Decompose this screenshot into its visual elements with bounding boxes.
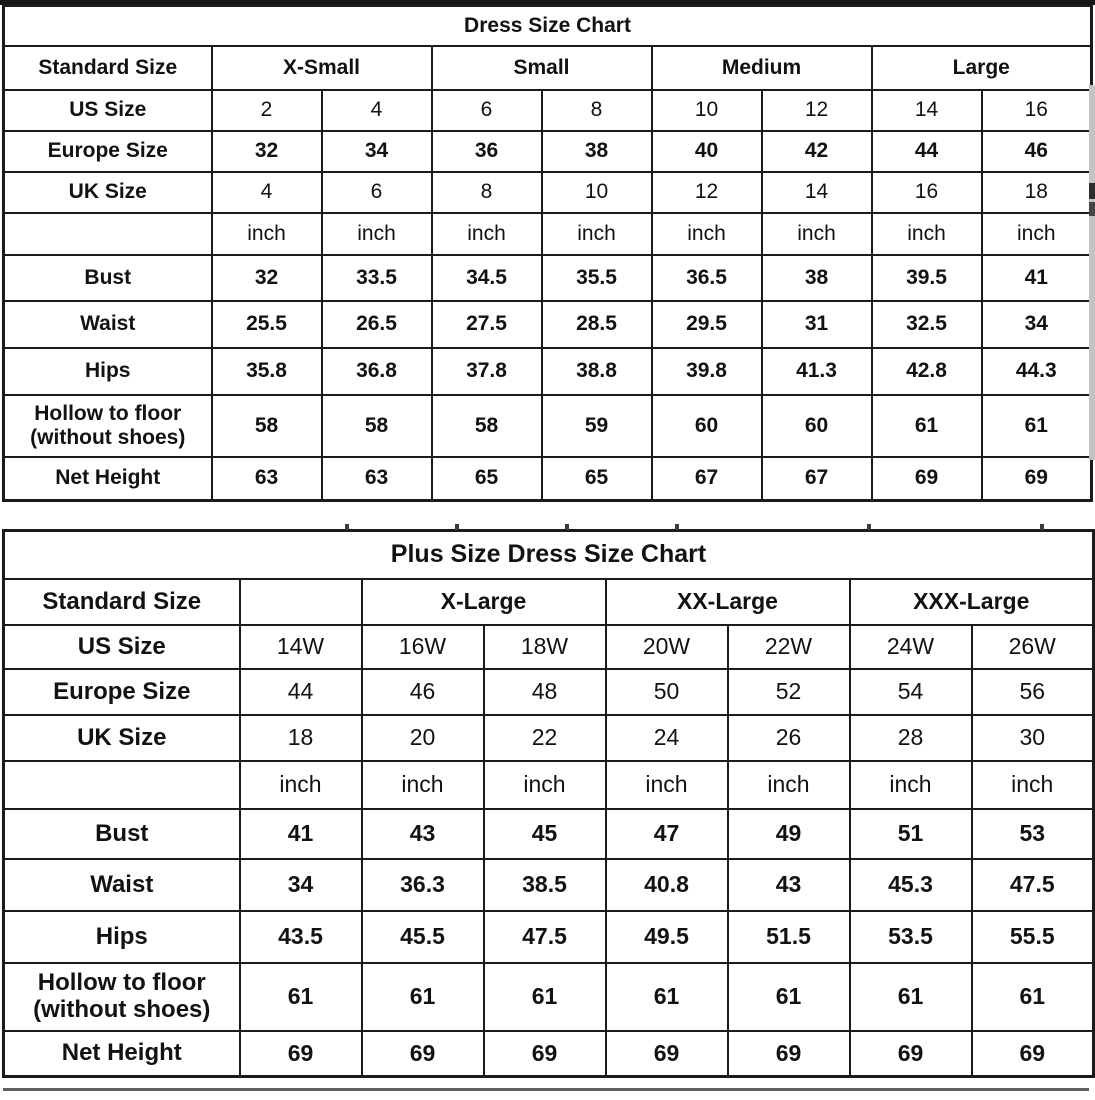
unit-cell: inch bbox=[484, 761, 606, 809]
size-value-cell: 4 bbox=[322, 90, 432, 131]
size-value-cell: 69 bbox=[484, 1031, 606, 1077]
size-value-cell: 20W bbox=[606, 625, 728, 669]
size-value-cell: 32 bbox=[212, 131, 322, 172]
size-value-cell: 53 bbox=[972, 809, 1094, 859]
size-value-cell: 69 bbox=[972, 1031, 1094, 1077]
size-value-cell: 41 bbox=[240, 809, 362, 859]
size-value-cell: 38.5 bbox=[484, 859, 606, 911]
size-value-cell: 38 bbox=[542, 131, 652, 172]
size-value-cell: 27.5 bbox=[432, 301, 542, 348]
size-group-header: Medium bbox=[652, 46, 872, 90]
size-value-cell: 33.5 bbox=[322, 255, 432, 301]
size-value-cell: 18W bbox=[484, 625, 606, 669]
size-value-cell: 61 bbox=[362, 963, 484, 1031]
size-value-cell: 60 bbox=[762, 395, 872, 457]
size-group-header: Large bbox=[872, 46, 1092, 90]
unit-cell: inch bbox=[762, 213, 872, 255]
column-line-remnant bbox=[675, 524, 679, 530]
size-value-cell: 10 bbox=[542, 172, 652, 213]
size-value-cell: 24 bbox=[606, 715, 728, 761]
size-value-cell: 16W bbox=[362, 625, 484, 669]
row-label: Standard Size bbox=[4, 579, 240, 625]
size-value-cell: 49.5 bbox=[606, 911, 728, 963]
row-label: Standard Size bbox=[4, 46, 212, 90]
size-value-cell: 46 bbox=[982, 131, 1092, 172]
size-value-cell: 22 bbox=[484, 715, 606, 761]
size-value-cell: 18 bbox=[982, 172, 1092, 213]
size-value-cell: 6 bbox=[432, 90, 542, 131]
size-value-cell: 38.8 bbox=[542, 348, 652, 395]
size-value-cell: 69 bbox=[606, 1031, 728, 1077]
size-value-cell: 28.5 bbox=[542, 301, 652, 348]
row-label: Europe Size bbox=[4, 669, 240, 715]
size-value-cell: 36.8 bbox=[322, 348, 432, 395]
size-group-header: XX-Large bbox=[606, 579, 850, 625]
size-value-cell: 36 bbox=[432, 131, 542, 172]
size-value-cell: 40.8 bbox=[606, 859, 728, 911]
size-value-cell: 16 bbox=[872, 172, 982, 213]
row-label-line: Hollow to floor bbox=[34, 401, 182, 425]
row-label: Waist bbox=[4, 301, 212, 348]
unit-cell: inch bbox=[322, 213, 432, 255]
row-label-line: (without shoes) bbox=[30, 425, 186, 449]
unit-cell: inch bbox=[652, 213, 762, 255]
column-line-remnant bbox=[867, 524, 871, 530]
size-value-cell: 61 bbox=[728, 963, 850, 1031]
size-value-cell: 47.5 bbox=[484, 911, 606, 963]
size-value-cell: 61 bbox=[982, 395, 1092, 457]
row-label-line: (without shoes) bbox=[33, 995, 211, 1023]
size-value-cell: 61 bbox=[484, 963, 606, 1031]
size-value-cell: 14 bbox=[872, 90, 982, 131]
column-line-remnant bbox=[345, 524, 349, 530]
size-value-cell: 44.3 bbox=[982, 348, 1092, 395]
size-value-cell: 39.8 bbox=[652, 348, 762, 395]
size-value-cell: 58 bbox=[322, 395, 432, 457]
size-value-cell: 48 bbox=[484, 669, 606, 715]
size-value-cell: 65 bbox=[542, 457, 652, 501]
unit-cell: inch bbox=[982, 213, 1092, 255]
size-value-cell: 52 bbox=[728, 669, 850, 715]
size-value-cell: 54 bbox=[850, 669, 972, 715]
size-value-cell: 34 bbox=[240, 859, 362, 911]
size-value-cell: 14W bbox=[240, 625, 362, 669]
size-value-cell: 16 bbox=[982, 90, 1092, 131]
row-label: US Size bbox=[4, 90, 212, 131]
row-label: Europe Size bbox=[4, 131, 212, 172]
size-value-cell: 67 bbox=[652, 457, 762, 501]
unit-cell: inch bbox=[432, 213, 542, 255]
unit-cell: inch bbox=[850, 761, 972, 809]
size-value-cell: 31 bbox=[762, 301, 872, 348]
size-value-cell: 30 bbox=[972, 715, 1094, 761]
size-value-cell: 29.5 bbox=[652, 301, 762, 348]
plus-size-dress-size-chart-table bbox=[2, 529, 1095, 1078]
size-value-cell: 4 bbox=[212, 172, 322, 213]
size-value-cell: 47 bbox=[606, 809, 728, 859]
row-label: Waist bbox=[4, 859, 240, 911]
unit-cell: inch bbox=[728, 761, 850, 809]
size-value-cell: 10 bbox=[652, 90, 762, 131]
size-value-cell: 63 bbox=[212, 457, 322, 501]
size-value-cell: 56 bbox=[972, 669, 1094, 715]
size-value-cell: 32.5 bbox=[872, 301, 982, 348]
size-value-cell: 69 bbox=[728, 1031, 850, 1077]
table-title: Dress Size Chart bbox=[4, 6, 1092, 46]
size-value-cell: 20 bbox=[362, 715, 484, 761]
row-label: Bust bbox=[4, 809, 240, 859]
unit-cell: inch bbox=[872, 213, 982, 255]
row-label: US Size bbox=[4, 625, 240, 669]
size-value-cell: 49 bbox=[728, 809, 850, 859]
size-value-cell: 69 bbox=[362, 1031, 484, 1077]
row-label: Hips bbox=[4, 911, 240, 963]
size-value-cell: 43.5 bbox=[240, 911, 362, 963]
size-value-cell: 45.3 bbox=[850, 859, 972, 911]
unit-cell: inch bbox=[972, 761, 1094, 809]
size-value-cell: 42.8 bbox=[872, 348, 982, 395]
size-value-cell: 39.5 bbox=[872, 255, 982, 301]
size-value-cell: 8 bbox=[432, 172, 542, 213]
size-value-cell: 36.5 bbox=[652, 255, 762, 301]
size-value-cell: 26.5 bbox=[322, 301, 432, 348]
size-value-cell: 14 bbox=[762, 172, 872, 213]
size-value-cell: 67 bbox=[762, 457, 872, 501]
unit-cell: inch bbox=[606, 761, 728, 809]
unit-cell: inch bbox=[362, 761, 484, 809]
size-value-cell: 44 bbox=[240, 669, 362, 715]
row-label: Net Height bbox=[4, 457, 212, 501]
size-value-cell: 40 bbox=[652, 131, 762, 172]
unit-cell: inch bbox=[212, 213, 322, 255]
size-value-cell: 12 bbox=[652, 172, 762, 213]
size-value-cell: 34 bbox=[982, 301, 1092, 348]
size-value-cell: 61 bbox=[240, 963, 362, 1031]
size-value-cell: 41.3 bbox=[762, 348, 872, 395]
size-value-cell: 51.5 bbox=[728, 911, 850, 963]
right-edge-mark-top bbox=[1089, 183, 1095, 199]
size-value-cell: 58 bbox=[432, 395, 542, 457]
row-label: Net Height bbox=[4, 1031, 240, 1077]
row-label-line: Hollow to floor bbox=[37, 968, 206, 996]
size-value-cell: 61 bbox=[872, 395, 982, 457]
row-label bbox=[4, 213, 212, 255]
size-value-cell: 34.5 bbox=[432, 255, 542, 301]
size-value-cell: 69 bbox=[850, 1031, 972, 1077]
size-value-cell: 6 bbox=[322, 172, 432, 213]
size-value-cell: 59 bbox=[542, 395, 652, 457]
row-label bbox=[4, 761, 240, 809]
size-value-cell: 24W bbox=[850, 625, 972, 669]
row-label bbox=[4, 395, 212, 457]
size-value-cell: 55.5 bbox=[972, 911, 1094, 963]
size-value-cell: 69 bbox=[872, 457, 982, 501]
size-value-cell: 45 bbox=[484, 809, 606, 859]
right-edge-mark-bottom bbox=[1089, 202, 1095, 216]
size-value-cell: 61 bbox=[972, 963, 1094, 1031]
size-value-cell: 32 bbox=[212, 255, 322, 301]
size-value-cell: 25.5 bbox=[212, 301, 322, 348]
size-value-cell: 34 bbox=[322, 131, 432, 172]
size-value-cell: 28 bbox=[850, 715, 972, 761]
unit-cell: inch bbox=[542, 213, 652, 255]
size-value-cell: 46 bbox=[362, 669, 484, 715]
size-value-cell: 2 bbox=[212, 90, 322, 131]
column-line-remnant bbox=[565, 524, 569, 530]
size-value-cell: 44 bbox=[872, 131, 982, 172]
size-group-header bbox=[240, 579, 362, 625]
size-value-cell: 22W bbox=[728, 625, 850, 669]
size-value-cell: 43 bbox=[362, 809, 484, 859]
table-title: Plus Size Dress Size Chart bbox=[4, 531, 1094, 579]
row-label: UK Size bbox=[4, 172, 212, 213]
size-value-cell: 63 bbox=[322, 457, 432, 501]
row-label: Bust bbox=[4, 255, 212, 301]
right-edge-artifact bbox=[1089, 85, 1095, 460]
unit-cell: inch bbox=[240, 761, 362, 809]
size-value-cell: 26 bbox=[728, 715, 850, 761]
size-value-cell: 51 bbox=[850, 809, 972, 859]
size-value-cell: 69 bbox=[240, 1031, 362, 1077]
size-value-cell: 26W bbox=[972, 625, 1094, 669]
size-group-header: X-Small bbox=[212, 46, 432, 90]
size-value-cell: 42 bbox=[762, 131, 872, 172]
size-value-cell: 35.8 bbox=[212, 348, 322, 395]
size-value-cell: 60 bbox=[652, 395, 762, 457]
size-value-cell: 53.5 bbox=[850, 911, 972, 963]
size-value-cell: 50 bbox=[606, 669, 728, 715]
size-group-header: XXX-Large bbox=[850, 579, 1094, 625]
dress-size-chart-table bbox=[2, 4, 1093, 502]
size-value-cell: 37.8 bbox=[432, 348, 542, 395]
size-value-cell: 69 bbox=[982, 457, 1092, 501]
row-label: UK Size bbox=[4, 715, 240, 761]
size-value-cell: 47.5 bbox=[972, 859, 1094, 911]
size-value-cell: 58 bbox=[212, 395, 322, 457]
column-line-remnant bbox=[455, 524, 459, 530]
size-value-cell: 8 bbox=[542, 90, 652, 131]
size-value-cell: 12 bbox=[762, 90, 872, 131]
size-group-header: X-Large bbox=[362, 579, 606, 625]
size-value-cell: 36.3 bbox=[362, 859, 484, 911]
column-line-remnant bbox=[1040, 524, 1044, 530]
size-value-cell: 43 bbox=[728, 859, 850, 911]
row-label bbox=[4, 963, 240, 1031]
size-value-cell: 38 bbox=[762, 255, 872, 301]
size-value-cell: 41 bbox=[982, 255, 1092, 301]
size-value-cell: 45.5 bbox=[362, 911, 484, 963]
size-value-cell: 61 bbox=[850, 963, 972, 1031]
size-group-header: Small bbox=[432, 46, 652, 90]
bottom-shadow-line bbox=[3, 1088, 1089, 1091]
size-value-cell: 65 bbox=[432, 457, 542, 501]
size-value-cell: 35.5 bbox=[542, 255, 652, 301]
size-value-cell: 18 bbox=[240, 715, 362, 761]
size-value-cell: 61 bbox=[606, 963, 728, 1031]
row-label: Hips bbox=[4, 348, 212, 395]
